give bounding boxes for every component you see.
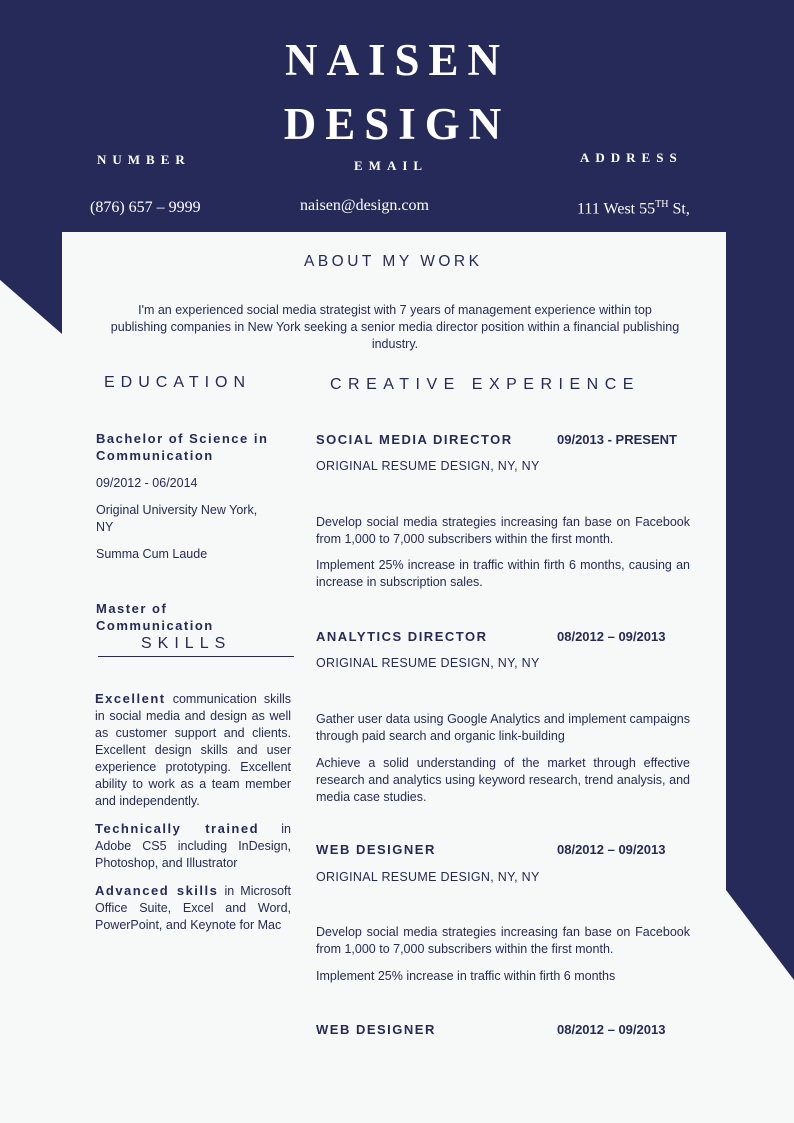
job-dates: 08/2012 – 09/2013 <box>557 629 666 644</box>
email-label: EMAIL <box>354 158 429 173</box>
number-value: (876) 657 – 9999 <box>90 199 201 216</box>
email-value: naisen@design.com <box>300 197 429 214</box>
name-line-1: NAISEN <box>284 35 510 85</box>
skill-item <box>95 820 291 872</box>
address-label: ADDRESS <box>580 150 683 165</box>
job-dates: 09/2013 - PRESENT <box>557 432 677 447</box>
skill-lead: Advanced skills <box>95 883 219 898</box>
address-tail: St, <box>668 200 690 218</box>
skill-item <box>95 690 291 810</box>
job-title: ANALYTICS DIRECTOR <box>316 629 488 644</box>
job-description: Develop social media strategies increasing fan base on Facebook from 1,000 to 7,000 subscribers within the first month. <box>316 925 690 956</box>
job-description: Implement 25% increase in traffic within firth 6 months, causing an increase in subscription sales. <box>316 558 690 589</box>
degree-2: Master of Communication <box>96 601 214 633</box>
address-value <box>577 199 690 218</box>
job-company: ORIGINAL RESUME DESIGN, NY, NY <box>316 459 540 473</box>
number-label: NUMBER <box>97 152 191 167</box>
name-line-2: DESIGN <box>283 99 511 149</box>
skills-section <box>95 690 291 970</box>
experience-title: CREATIVE EXPERIENCE <box>330 376 640 393</box>
right-accent-shape <box>726 230 794 980</box>
skill-lead: Technically trained <box>95 821 260 836</box>
address-street: 111 West 55 <box>577 200 656 218</box>
job-clipped <box>316 1020 696 1037</box>
email-value-clip <box>300 197 500 214</box>
job-dates: 08/2012 – 09/2013 <box>557 1022 666 1037</box>
degree-1: Bachelor of Science in Communication <box>96 431 269 463</box>
about-text: I'm an experienced social media strategist with 7 years of management experience within top publishing companies in New York seeking a senior media director position within a financial publishing industry. <box>110 303 680 351</box>
job-description: Develop social media strategies increasing fan base on Facebook from 1,000 to 7,000 subscribers within the first month. <box>316 515 690 546</box>
content-panel <box>62 232 726 1123</box>
skill-item <box>95 882 291 934</box>
left-accent-shape <box>0 230 62 334</box>
job-description: Achieve a solid understanding of the market through effective research and analytics using keyword research, trend analysis, and media case studies. <box>316 756 690 804</box>
skill-text: in Adobe CS5 including InDesign, Photoshop, and Illustrator <box>95 822 291 870</box>
degree-1-honor: Summa Cum Laude <box>96 547 208 561</box>
job-company: ORIGINAL RESUME DESIGN, NY, NY <box>316 870 540 884</box>
about-title: ABOUT MY WORK <box>304 253 483 270</box>
skill-text: in Microsoft Office Suite, Excel and Word, PowerPoint, and Keynote for Mac <box>95 884 291 932</box>
job-title: WEB DESIGNER <box>316 842 436 857</box>
job-description: Implement 25% increase in traffic within firth 6 months <box>316 969 616 983</box>
skills-title: SKILLS <box>141 635 232 652</box>
skill-text: communication skills in social media and design as well as customer support and clients. Excellent design skills and user experience prototyping. Excellent ability to work as a team member and independently. <box>95 692 291 808</box>
skill-lead: Excellent <box>95 691 166 706</box>
job-title: SOCIAL MEDIA DIRECTOR <box>316 432 513 447</box>
job-company: ORIGINAL RESUME DESIGN, NY, NY <box>316 656 540 670</box>
skills-divider <box>98 656 294 657</box>
degree-1-school: Original University New York, NY <box>96 503 258 534</box>
education-title: EDUCATION <box>104 374 252 391</box>
degree-1-dates: 09/2012 - 06/2014 <box>96 476 198 490</box>
address-superscript: TH <box>655 199 669 210</box>
job-description: Gather user data using Google Analytics and implement campaigns through paid search and organic link-building <box>316 712 690 743</box>
job-title: WEB DESIGNER <box>316 1022 436 1037</box>
education-section <box>96 430 292 633</box>
job-dates: 08/2012 – 09/2013 <box>557 842 666 857</box>
